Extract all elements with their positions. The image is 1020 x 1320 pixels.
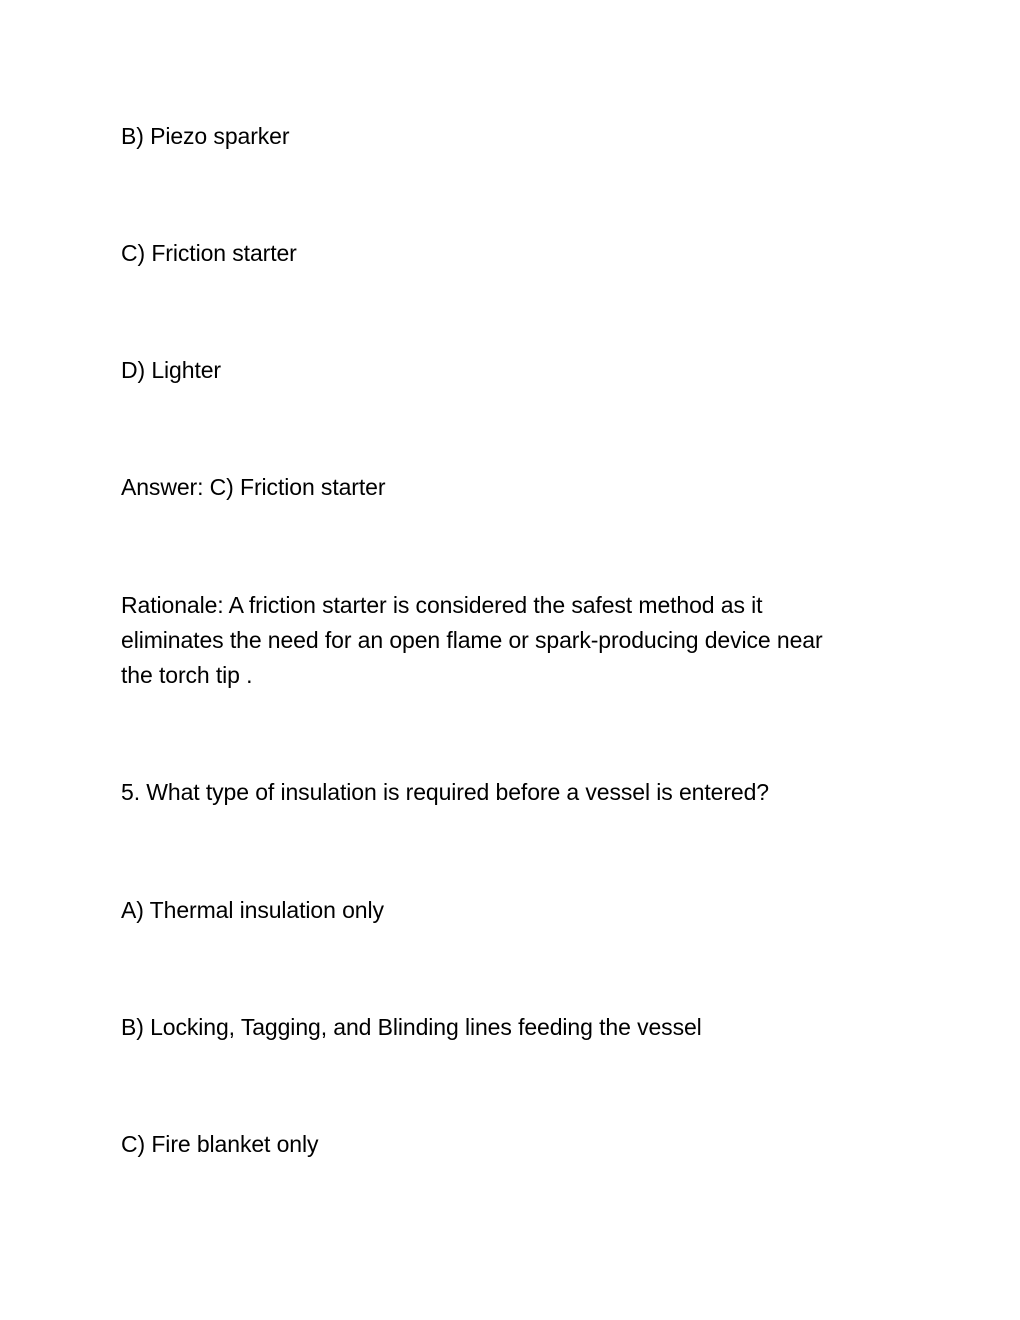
question-5: 5. What type of insulation is required before a vessel is entered?: [121, 779, 769, 805]
answer-line: Answer: C) Friction starter: [121, 474, 386, 500]
option-b-piezo-sparker: B) Piezo sparker: [121, 123, 290, 149]
option-a-thermal-insulation: A) Thermal insulation only: [121, 897, 384, 923]
rationale-line-1: Rationale: A friction starter is considered the safest method as it: [121, 592, 763, 618]
rationale-line-2: eliminates the need for an open flame or spark-producing device near: [121, 627, 823, 653]
option-c-friction-starter: C) Friction starter: [121, 240, 297, 266]
option-b-locking-tagging-blinding: B) Locking, Tagging, and Blinding lines feeding the vessel: [121, 1014, 702, 1040]
rationale-line-3: the torch tip .: [121, 662, 253, 688]
option-c-fire-blanket: C) Fire blanket only: [121, 1131, 319, 1157]
rationale-paragraph: [121, 588, 901, 693]
option-d-lighter: D) Lighter: [121, 357, 221, 383]
